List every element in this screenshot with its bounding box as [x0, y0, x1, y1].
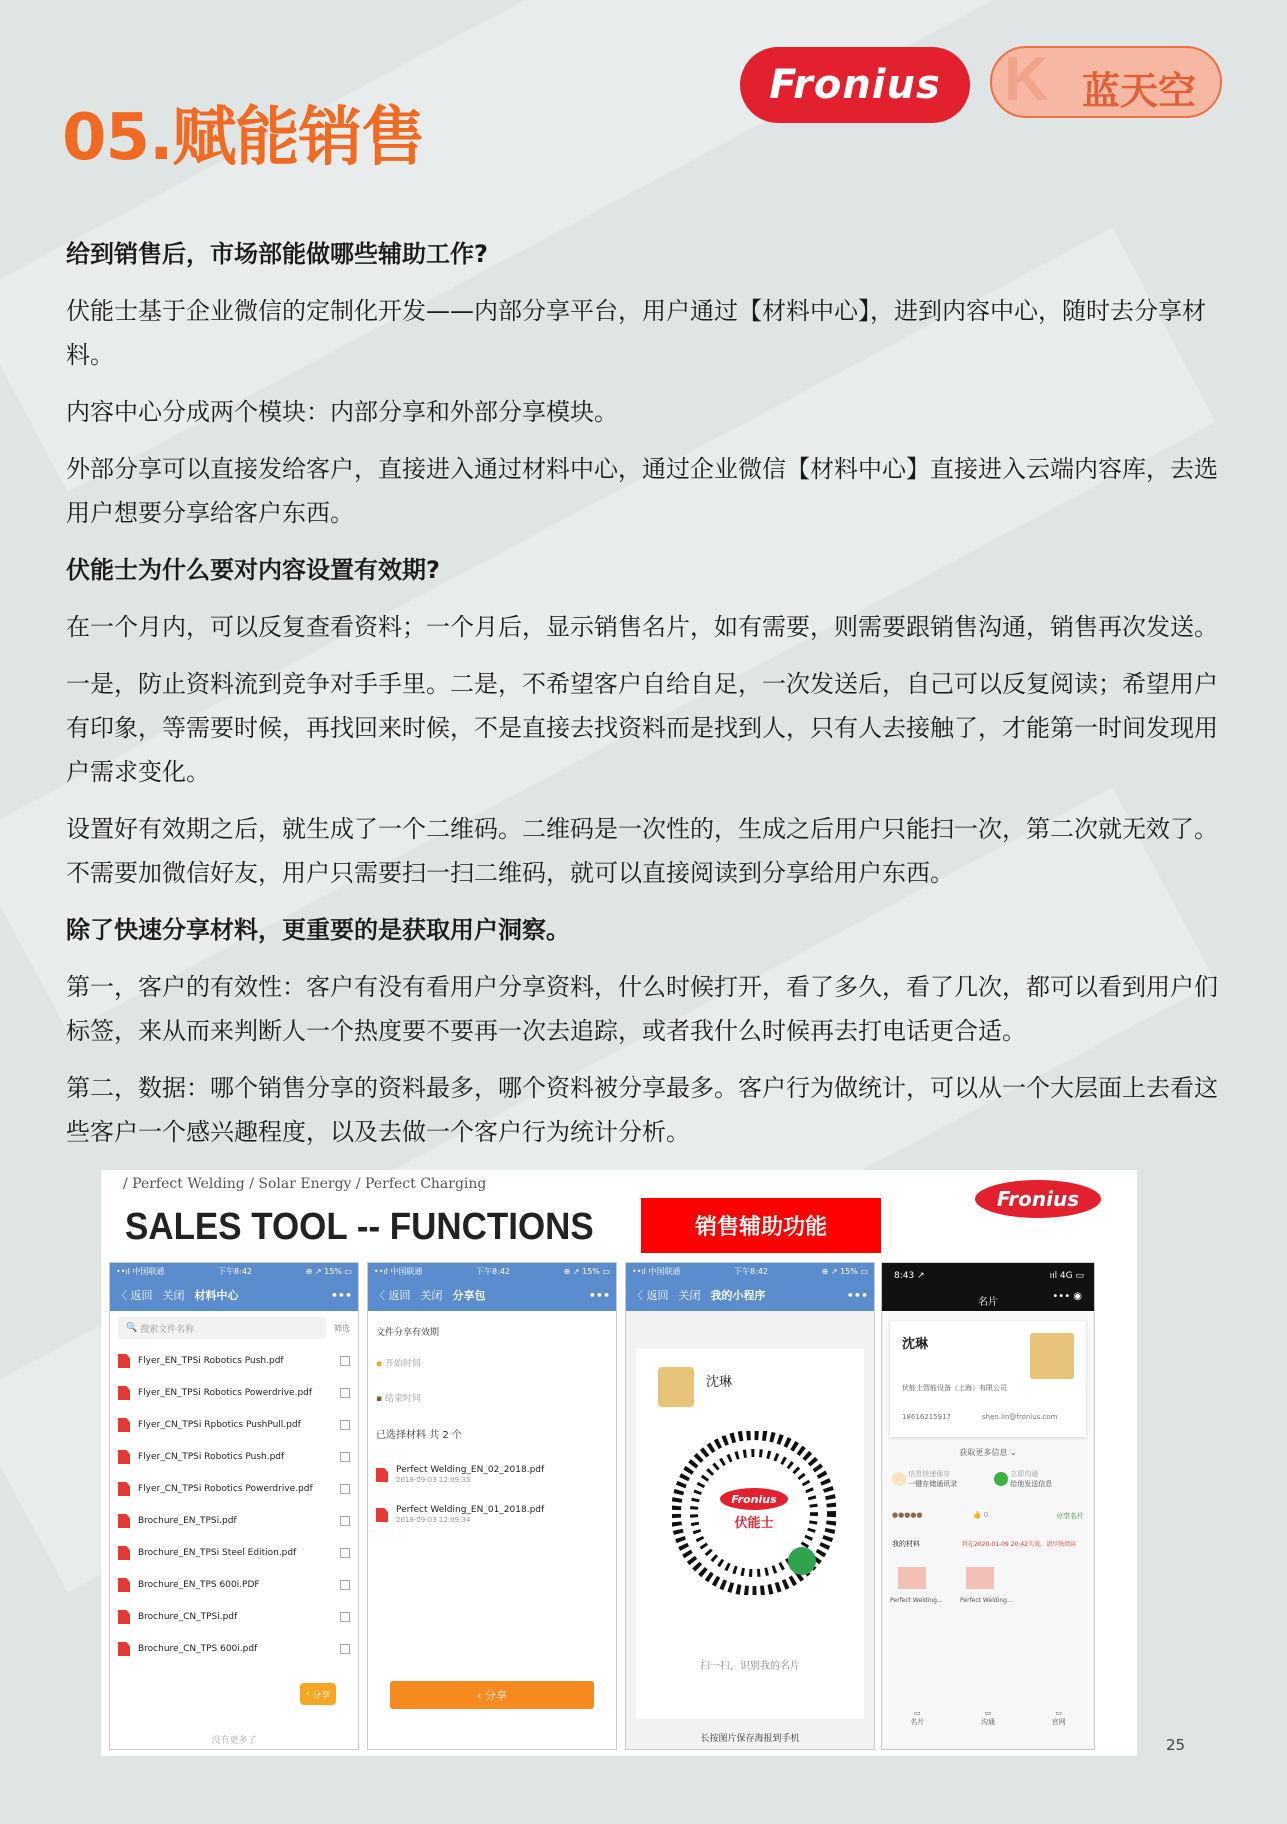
- back-button[interactable]: 〈 返回: [116, 1289, 153, 1302]
- nav-title: 分享包: [452, 1289, 486, 1302]
- start-time-field[interactable]: ▪ 开始时间: [376, 1359, 421, 1369]
- file-checkbox[interactable]: [340, 1452, 350, 1462]
- file-date: 2019-09-03 12:09:34: [396, 1516, 471, 1524]
- search-input[interactable]: 🔍 搜索文件名称: [118, 1317, 326, 1339]
- nav-title: 材料中心: [194, 1289, 239, 1302]
- more-icon[interactable]: •••: [588, 1288, 610, 1302]
- material-name-2: Perfect Welding...: [960, 1597, 1013, 1604]
- validity-label: 文件分享有效期: [376, 1328, 440, 1338]
- file-row[interactable]: [110, 1537, 358, 1569]
- paragraph: 设置好有效期之后，就生成了一个二维码。二维码是一次性的，生成之后用户只能扫一次，第二次就无效了。不需要加微信好友，用户只需要扫一扫二维码，就可以直接阅读到分享给用户东西。: [66, 815, 1218, 887]
- avatar: [1030, 1333, 1074, 1379]
- tab-item[interactable]: ▭ 名片: [910, 1709, 925, 1726]
- list-footer: 没有更多了: [211, 1736, 257, 1746]
- email: shen.lin@fronius.com: [982, 1413, 1058, 1421]
- phone-material-center: [109, 1262, 359, 1750]
- file-checkbox[interactable]: [340, 1516, 350, 1526]
- tab-item[interactable]: ▭ 沟通: [980, 1709, 995, 1726]
- material-name-1: Perfect Welding...: [890, 1597, 943, 1604]
- file-row[interactable]: [110, 1409, 358, 1441]
- phone-share-package: [367, 1262, 617, 1750]
- back-button[interactable]: 〈 返回: [632, 1289, 669, 1302]
- pdf-icon: [118, 1610, 130, 1624]
- pdf-icon: [118, 1514, 130, 1528]
- file-list: [110, 1345, 358, 1665]
- paragraph: 第二，数据：哪个销售分享的资料最多，哪个资料被分享最多。客户行为做统计，可以从一个大层面上去看这些客户一个感兴趣程度，以及去做一个客户行为统计分析。: [66, 1074, 1218, 1146]
- file-checkbox[interactable]: [340, 1548, 350, 1558]
- file-name: Brochure_EN_TPSi Steel Edition.pdf: [138, 1548, 297, 1558]
- file-name: Perfect Welding_EN_02_2018.pdf: [396, 1465, 545, 1475]
- nav-bar: [110, 1279, 358, 1311]
- file-row[interactable]: [110, 1345, 358, 1377]
- share-submit-button[interactable]: ‹ 分享: [390, 1681, 594, 1709]
- page-number: 25: [1166, 1736, 1186, 1754]
- selected-file-row[interactable]: [368, 1455, 616, 1495]
- qr-cn-brand: 伏能士: [734, 1516, 774, 1531]
- nav-bar: [368, 1279, 616, 1311]
- material-thumb-2[interactable]: [966, 1567, 994, 1589]
- file-name: Brochure_CN_TPS 600i.pdf: [138, 1644, 258, 1654]
- file-checkbox[interactable]: [340, 1644, 350, 1654]
- pdf-icon: [376, 1468, 388, 1482]
- phone-business-card: [881, 1262, 1095, 1750]
- filter-button[interactable]: 筛选: [334, 1323, 350, 1333]
- selected-file-list: [368, 1455, 616, 1535]
- file-name: Perfect Welding_EN_01_2018.pdf: [396, 1505, 545, 1515]
- file-name: Brochure_CN_TPSi.pdf: [138, 1612, 238, 1622]
- expiry-note: 将在2020-01-09 20:42失效，请尽快阅读: [962, 1541, 1077, 1548]
- section-heading: 给到销售后，市场部能做哪些辅助工作?: [66, 240, 488, 268]
- close-button[interactable]: 关闭: [162, 1289, 185, 1302]
- close-button[interactable]: 关闭: [420, 1289, 443, 1302]
- scan-hint: 扫一扫，识别我的名片: [700, 1661, 800, 1672]
- file-row[interactable]: [110, 1633, 358, 1665]
- paragraph: 第一，客户的有效性：客户有没有看用户分享资料，什么时候打开，看了多久，看了几次，都可以看到用户们标签，来从而来判断人一个热度要不要再一次去追踪，或者我什么时候再去打电话更合适。: [66, 973, 1218, 1045]
- pdf-icon: [118, 1482, 130, 1496]
- phone-mini-program: [625, 1262, 875, 1750]
- save-hint: 长按图片保存海报到手机: [700, 1734, 800, 1744]
- file-name: Flyer_EN_TPSi Robotics Push.pdf: [138, 1356, 284, 1366]
- avatar: [658, 1367, 694, 1407]
- save-contact-button[interactable]: 信息快速保存 一键存储通讯录: [892, 1469, 957, 1489]
- file-row[interactable]: [110, 1569, 358, 1601]
- file-row[interactable]: [110, 1473, 358, 1505]
- status-bar: ••ıl 中国联通 下午8:42 ⊕ ↗ 15% ▭: [626, 1263, 874, 1279]
- bottom-tab-bar: [882, 1709, 1094, 1727]
- close-button[interactable]: 关闭: [678, 1289, 701, 1302]
- slide-tagline: / Perfect Welding / Solar Energy / Perfect Charging: [123, 1176, 487, 1192]
- chat-button[interactable]: 立即沟通 给他发送信息: [994, 1469, 1052, 1489]
- file-checkbox[interactable]: [340, 1356, 350, 1366]
- pdf-icon: [118, 1642, 130, 1656]
- slide-highlight: 销售辅助功能: [641, 1198, 881, 1253]
- company-name: 伏能士智能设备（上海）有限公司: [902, 1384, 1007, 1392]
- more-icon[interactable]: •••: [330, 1288, 352, 1302]
- paragraph: 一是，防止资料流到竞争对手手里。二是，不希望客户自给自足，一次发送后，自己可以反复阅读；希望用户有印象，等需要时候，再找回来时候，不是直接去找资料而是找到人，只有人去接触了，才能第一时间发现用户需求变化。: [66, 670, 1218, 786]
- engagement-row: [892, 1511, 1084, 1521]
- card-name: 沈琳: [902, 1337, 929, 1352]
- selected-file-row[interactable]: [368, 1495, 616, 1535]
- materials-label: 我的材料: [892, 1540, 920, 1548]
- file-name: Flyer_CN_TPSi Robotics Powerdrive.pdf: [138, 1484, 313, 1494]
- partner-logo-letter: K: [1004, 46, 1049, 114]
- selected-count: 已选择材料 共 2 个: [376, 1430, 462, 1441]
- qr-code: [672, 1431, 836, 1595]
- end-time-field[interactable]: ▪ 结束时间: [376, 1394, 421, 1404]
- paragraph: 伏能士基于企业微信的定制化开发——内部分享平台，用户通过【材料中心】，进到内容中心，随时去分享材料。: [66, 297, 1206, 369]
- tab-item[interactable]: ▭ 官网: [1051, 1709, 1066, 1726]
- file-name: Flyer_EN_TPSi Robotics Powerdrive.pdf: [138, 1388, 313, 1398]
- file-name: Flyer_CN_TPSi Robotics Push.pdf: [138, 1452, 285, 1462]
- file-row[interactable]: [110, 1601, 358, 1633]
- status-bar: ••ıl 中国联通 下午8:42 ⊕ ↗ 15% ▭: [368, 1263, 616, 1279]
- section-heading: 除了快速分享材料，更重要的是获取用户洞察。: [66, 916, 570, 944]
- profile-card: [890, 1321, 1086, 1437]
- pdf-icon: [376, 1508, 388, 1522]
- file-date: 2019-09-03 12:09:35: [396, 1476, 471, 1484]
- pdf-icon: [118, 1578, 130, 1592]
- back-button[interactable]: 〈 返回: [374, 1289, 411, 1302]
- file-checkbox[interactable]: [340, 1388, 350, 1398]
- file-checkbox[interactable]: [340, 1484, 350, 1494]
- file-checkbox[interactable]: [340, 1420, 350, 1430]
- dark-header: 8:43 ↗ ııl 4G ▭ 名片 ••• ◉: [882, 1263, 1094, 1311]
- file-row[interactable]: [110, 1377, 358, 1409]
- pdf-icon: [118, 1418, 130, 1432]
- card-title: 名片: [978, 1297, 998, 1308]
- file-checkbox[interactable]: [340, 1612, 350, 1622]
- status-bar: ••ıl 中国联通 下午8:42 ⊕ ↗ 15% ▭: [110, 1263, 358, 1279]
- material-thumb-1[interactable]: [898, 1567, 926, 1589]
- article-body: [66, 232, 1224, 1167]
- slide-fronius-logo: Fronius: [975, 1180, 1101, 1218]
- pdf-icon: [118, 1386, 130, 1400]
- file-checkbox[interactable]: [340, 1580, 350, 1590]
- file-row[interactable]: [110, 1505, 358, 1537]
- slide-heading: SALES TOOL -- FUNCTIONS: [125, 1206, 594, 1248]
- more-info-button[interactable]: 获取更多信息 ⌄: [959, 1448, 1017, 1457]
- more-icon[interactable]: •••: [846, 1288, 868, 1302]
- section-heading: 伏能士为什么要对内容设置有效期?: [66, 556, 440, 584]
- file-name: Flyer_CN_TPSi Rpbotics PushPull.pdf: [138, 1420, 301, 1430]
- sales-tool-slide: [101, 1170, 1137, 1756]
- more-icon[interactable]: ••• ◉: [1052, 1291, 1082, 1302]
- pdf-icon: [118, 1450, 130, 1464]
- file-row[interactable]: [110, 1441, 358, 1473]
- pdf-icon: [118, 1354, 130, 1368]
- partner-logo: [990, 46, 1222, 118]
- partner-logo-name: 蓝天空: [1082, 69, 1197, 113]
- share-card-button[interactable]: 分享名片: [1056, 1512, 1084, 1520]
- person-name: 沈琳: [706, 1375, 733, 1390]
- paragraph: 在一个月内，可以反复查看资料；一个月后，显示销售名片，如有需要，则需要跟销售沟通，销售再次发送。: [66, 613, 1218, 641]
- business-card-poster: [636, 1349, 864, 1719]
- nav-bar: [626, 1279, 874, 1311]
- page-title: 05.赋能销售: [62, 101, 425, 175]
- phone-number: 18616215917: [902, 1413, 951, 1421]
- fronius-logo: Fronius: [740, 47, 970, 123]
- file-name: Brochure_EN_TPS 600i.PDF: [138, 1580, 260, 1590]
- qr-brand: Fronius: [731, 1493, 777, 1506]
- pdf-icon: [118, 1546, 130, 1560]
- share-button[interactable]: ‹ 分享: [300, 1683, 336, 1705]
- paragraph: 内容中心分成两个模块：内部分享和外部分享模块。: [66, 398, 618, 426]
- like-count[interactable]: 👍 0: [972, 1511, 989, 1519]
- file-name: Brochure_EN_TPSi.pdf: [138, 1516, 237, 1526]
- visitor-avatars-icon: ●●●●●: [892, 1511, 923, 1519]
- paragraph: 外部分享可以直接发给客户，直接进入通过材料中心，通过企业微信【材料中心】直接进入云端内容库，去选用户想要分享给客户东西。: [66, 455, 1218, 527]
- nav-title: 我的小程序: [710, 1289, 766, 1302]
